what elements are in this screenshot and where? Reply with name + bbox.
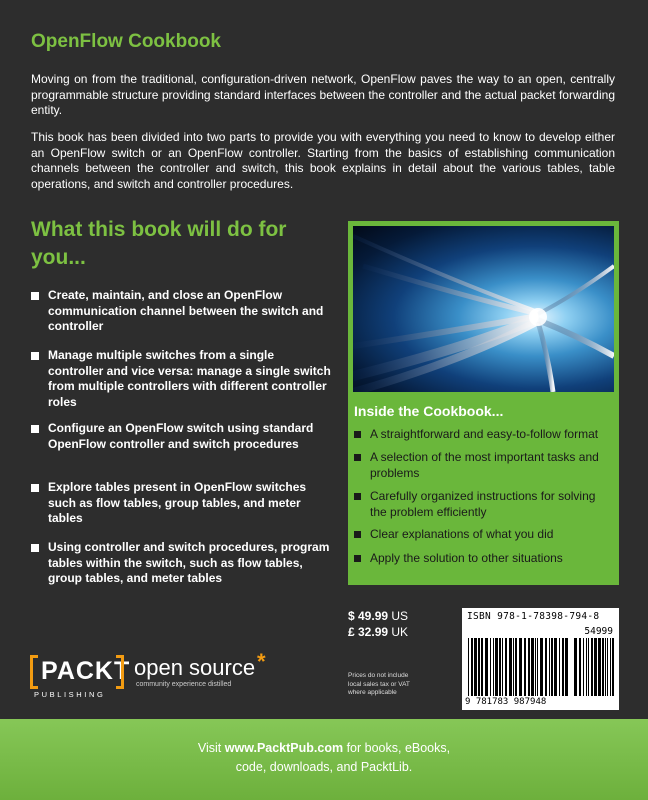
price-note: Prices do not include local sales tax or VAT where applicable [348,672,410,696]
list-item: Clear explanations of what you did [354,527,614,543]
price-block [348,608,408,640]
cover-image [353,226,614,392]
packt-logo [30,649,280,699]
bracket-right-icon [116,655,124,689]
list-item: Using controller and switch procedures, program tables within the switch, such as flow tables, group tables, and meter tables [31,540,331,587]
book-title: OpenFlow Cookbook [31,31,221,52]
bullet-square-icon [31,425,39,433]
bullet-square-icon [31,544,39,552]
list-item: Manage multiple switches from a single controller and vice versa: manage a single switch from multiple controllers with different controller roles [31,348,331,410]
barcode-addon-bars [574,638,614,698]
isbn-barcode [462,608,619,710]
footer-band [0,719,648,800]
list-item: Explore tables present in OpenFlow switches such as flow tables, group tables, and meter tables [31,480,331,527]
star-icon: * [257,649,266,674]
bullet-square-icon [354,555,361,562]
inside-cookbook-panel [348,221,619,585]
list-item: A straightforward and easy-to-follow format [354,427,614,443]
ean-digits: 9 781783 987948 [465,697,547,707]
bullet-square-icon [354,454,361,461]
isbn-label: ISBN 978-1-78398-794-8 [467,611,600,622]
bullet-square-icon [31,292,39,300]
intro-paragraph-1: Moving on from the traditional, configuration-driven network, OpenFlow paves the way to an open, centrally programmable structure providing standard interfaces between the controller and the actual packet forwarding entity. [31,72,615,117]
tagline: community experience distilled [136,681,232,688]
bullet-square-icon [354,531,361,538]
bullet-square-icon [354,493,361,500]
bullet-square-icon [31,484,39,492]
list-item: Carefully organized instructions for solving the problem efficiently [354,489,614,520]
what-this-book-heading: What this book will do for you... [31,218,287,269]
list-item: A selection of the most important tasks and problems [354,450,614,481]
list-item: Create, maintain, and close an OpenFlow communication channel between the switch and controller [31,288,331,335]
price-gbp: £ 32.99 UK [348,625,409,639]
publishing-label: PUBLISHING [34,690,106,699]
list-item: Apply the solution to other situations [354,551,614,567]
price-code: 54999 [584,626,613,637]
barcode-bars [468,638,568,698]
list-item: Configure an OpenFlow switch using standard OpenFlow controller and switch procedures [31,421,331,452]
price-usd: $ 49.99 US [348,609,409,623]
bullet-square-icon [354,431,361,438]
bullet-square-icon [31,352,39,360]
packtpub-link[interactable]: www.PacktPub.com [224,741,344,755]
open-source-label: open source [134,655,256,680]
bracket-left-icon [30,655,38,689]
packt-wordmark: PACKT [41,657,131,685]
light-trails-graphic [353,226,614,392]
footer-text: Visit www.PacktPub.com for books, eBooks, code, downloads, and PacktLib. [197,741,451,774]
panel-heading: Inside the Cookbook... [354,403,504,419]
intro-paragraph-2: This book has been divided into two parts to provide you with everything you need to know to develop either an OpenFlow switch or an OpenFlow controller. Starting from the basics of establishing communication channels between the controller and switch, this book explains in detail about the various tables, table operations, and switch and controller procedures. [31,130,615,191]
